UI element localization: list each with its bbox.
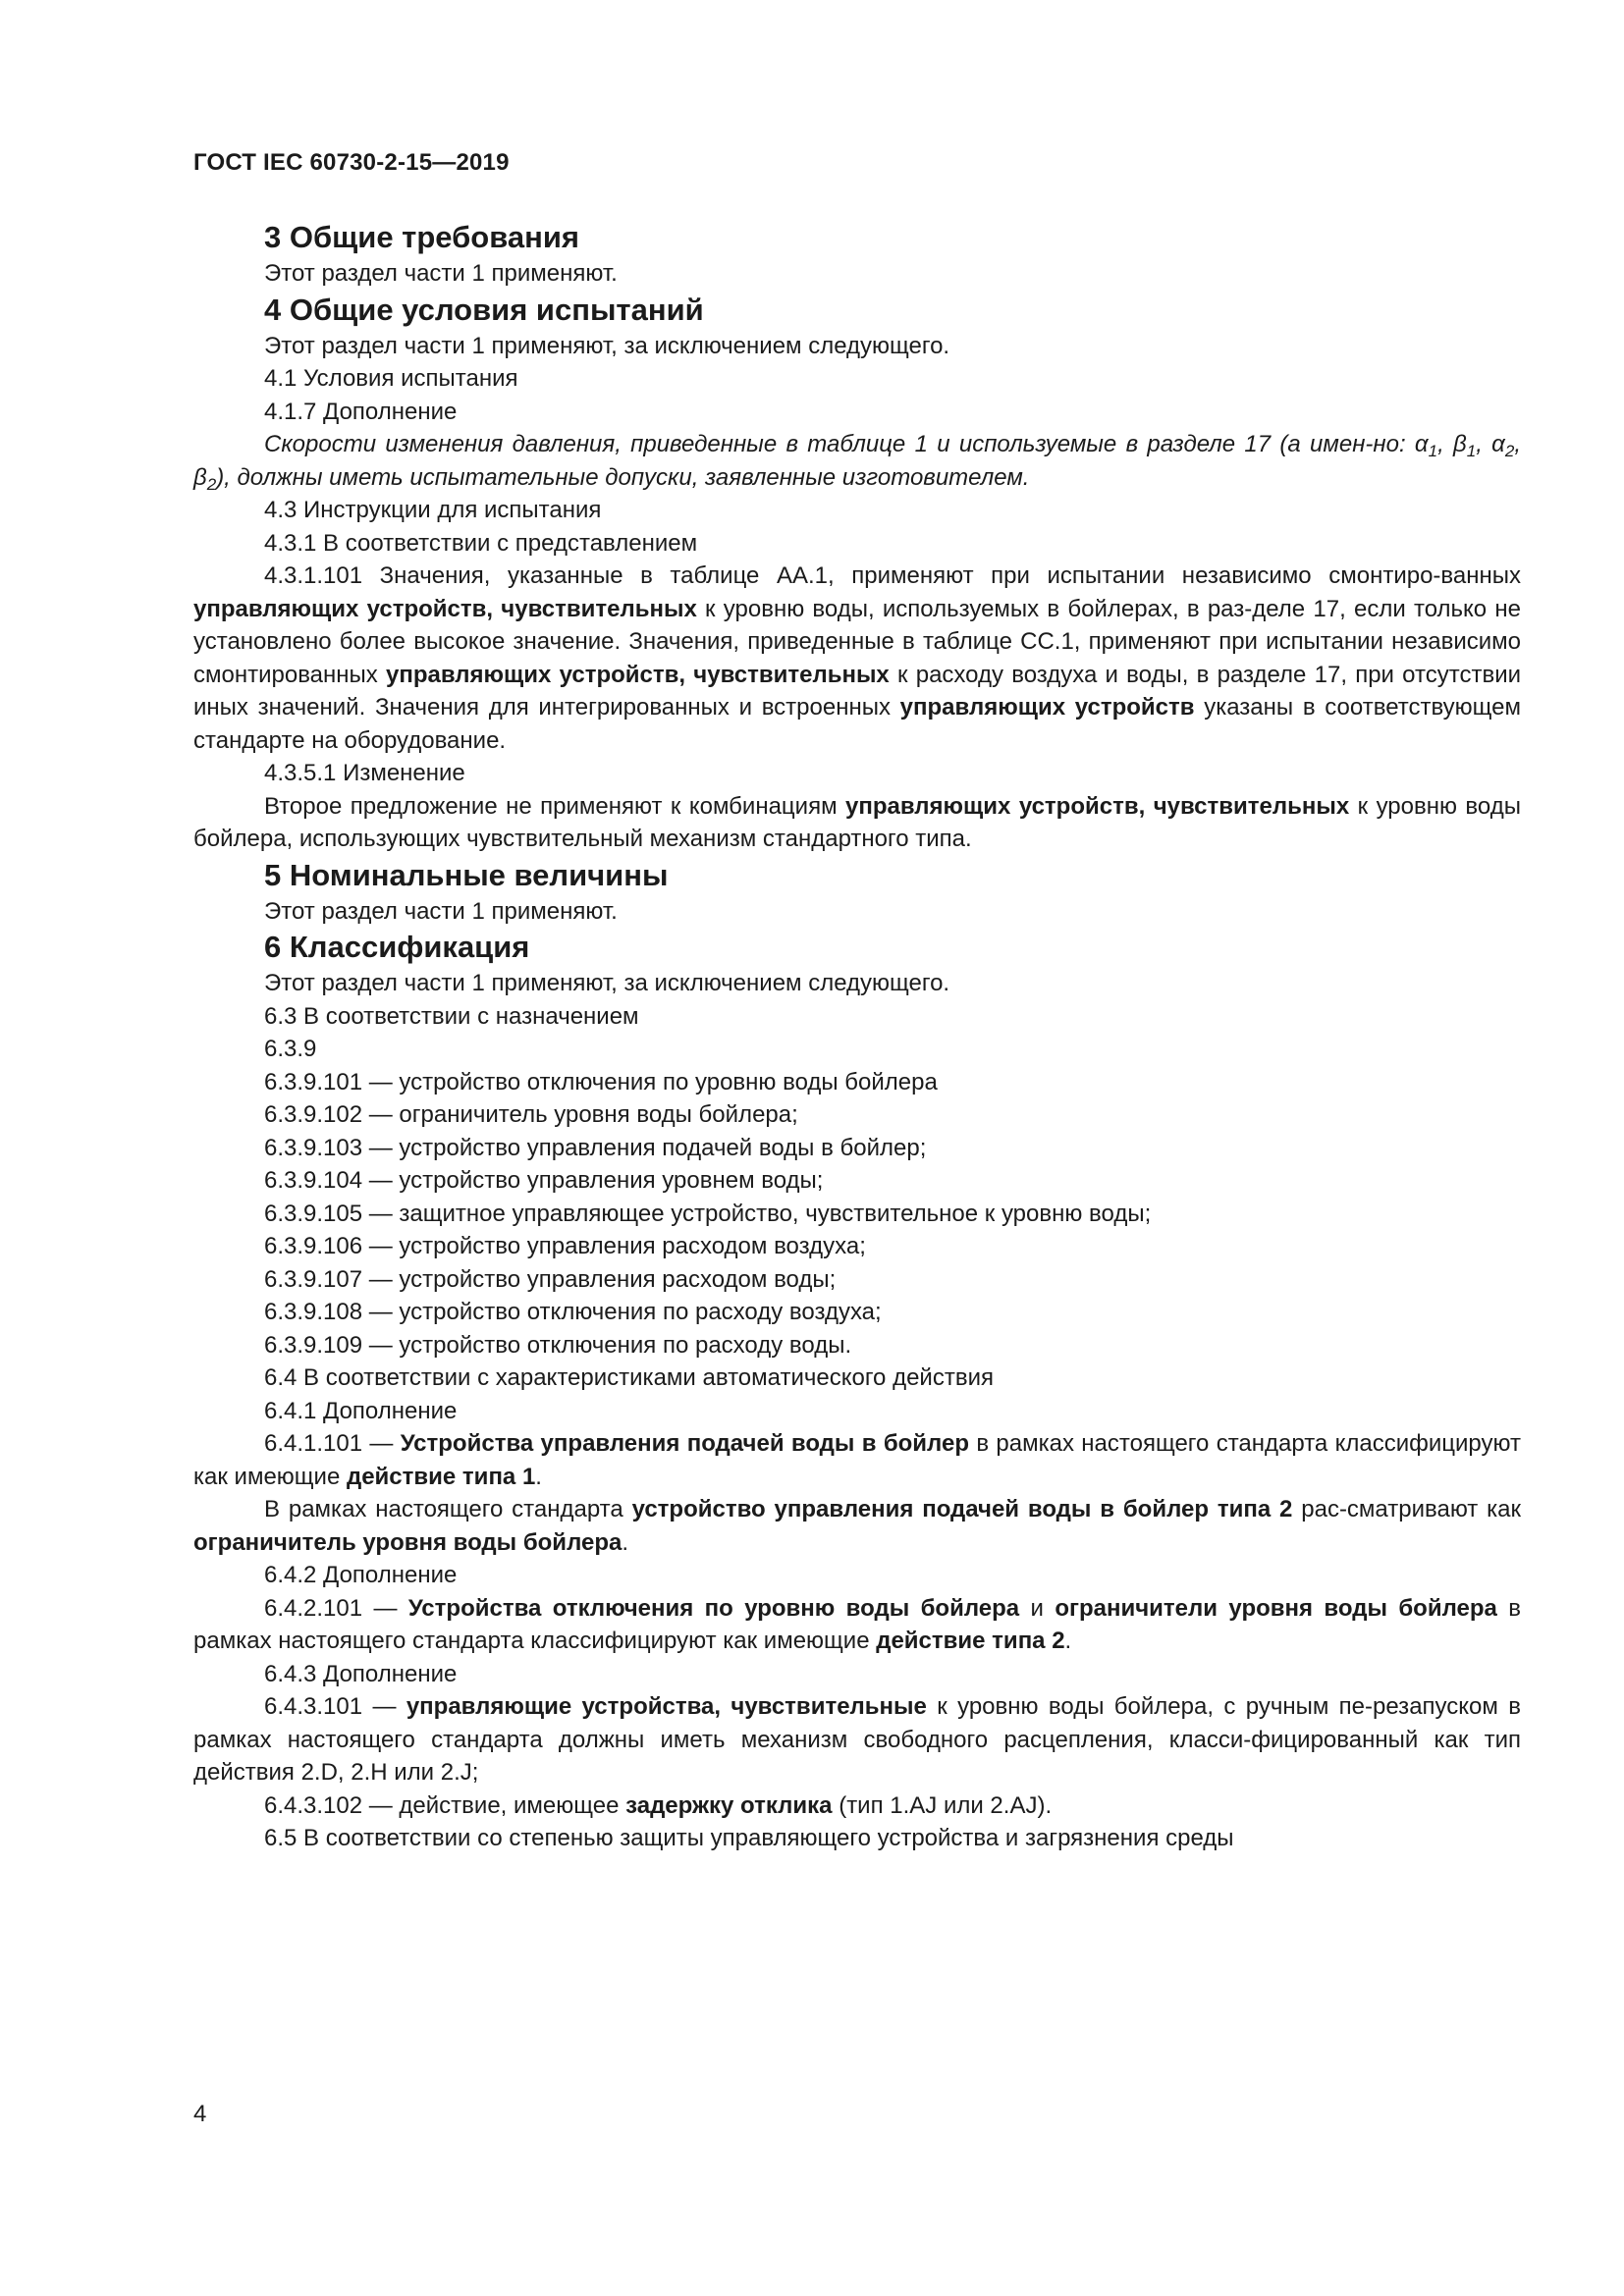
clause-6-3-9: 6.3.9 (264, 1036, 317, 1062)
list-item: 6.3.9.105 — защитное управляющее устройство, чувствительное к уровню воды; (264, 1200, 1152, 1227)
section-5-text: Этот раздел части 1 применяют. (264, 897, 618, 925)
clause-4-1-7: 4.1.7 Дополнение (264, 398, 458, 425)
list-item: 6.3.9.107 — устройство управления расходом воды; (264, 1265, 837, 1293)
page-number: 4 (193, 2101, 207, 2127)
list-item: 6.3.9.102 — ограничитель уровня воды бойлера; (264, 1101, 798, 1128)
clause-4-1-7-text: Скорости изменения давления, приведенные в таблице 1 и используемые в разделе 17 (а имен-но: $\alpha_1$, $\beta_1$, $\alpha_2$, $\beta_2$), должны иметь испытательные допуски, заявленные изготовителем. (193, 431, 1521, 494)
clause-4-3-5-1: 4.3.5.1 Изменение (264, 760, 465, 786)
clause-6-4-1: 6.4.1 Дополнение (264, 1397, 458, 1424)
section-3-heading: 3 Общие требования (264, 220, 579, 254)
standard-id-header: ГОСТ IEC 60730-2-15—2019 (193, 149, 510, 176)
section-4-heading: 4 Общие условия испытаний (264, 292, 704, 327)
list-item: 6.3.9.103 — устройство управления подачей воды в бойлер; (264, 1134, 927, 1161)
list-item: 6.3.9.106 — устройство управления расходом воздуха; (264, 1233, 866, 1259)
clause-4-3-1-101: 4.3.1.101 Значения, указанные в таблице АА.1, применяют при испытании независимо смонтиро-ванных управляющих устройств, чувствительных к уровню воды, используемых в бойлерах, в раз-деле 17, если только не установлено более высокое значение. Значения, приведенные в таблице СС.1, применяют при испытании независимо смонтированных управляющих устройств, чувствительных к расходу воздуха и воды, в разделе 17, при отсутствии иных значений. Значения для интегрированных и встроенных управляющих устройств указаны в соответствующем стандарте на оборудование. (193, 562, 1522, 754)
section-3-text: Этот раздел части 1 применяют. (264, 260, 618, 287)
page-content (193, 218, 1521, 1855)
clause-6-4: 6.4 В соответствии с характеристиками автоматического действия (264, 1364, 994, 1391)
section-5-heading: 5 Номинальные величины (264, 857, 669, 892)
clause-6-5: 6.5 В соответствии со степенью защиты управляющего устройства и загрязнения среды (264, 1825, 1234, 1851)
clause-6-4-1-101: 6.4.1.101 — Устройства управления подачей воды в бойлер в рамках настоящего стандарта классифицируют как имеющие действие типа 1. (193, 1430, 1521, 1490)
list-item: 6.3.9.101 — устройство отключения по уровню воды бойлера (264, 1068, 938, 1095)
clause-6-4-3-101: 6.4.3.101 — управляющие устройства, чувствительные к уровню воды бойлера, с ручным пе-резапуском в рамках настоящего стандарта должны иметь механизм свободного расцепления, класси-фицированный как тип действия 2.D, 2.H или 2.J; (193, 1693, 1521, 1786)
section-6-heading: 6 Классификация (264, 930, 530, 964)
clause-6-4-1-101-cont: В рамках настоящего стандарта устройство управления подачей воды в бойлер типа 2 рас-сматривают как ограничитель уровня воды бойлера. (193, 1496, 1522, 1556)
clause-6-4-3: 6.4.3 Дополнение (264, 1660, 458, 1687)
section-4-intro: Этот раздел части 1 применяют, за исключением следующего. (264, 332, 950, 359)
list-item: 6.3.9.109 — устройство отключения по расходу воды. (264, 1331, 852, 1359)
list-item: 6.3.9.104 — устройство управления уровнем воды; (264, 1167, 824, 1194)
clause-4-3: 4.3 Инструкции для испытания (264, 497, 602, 523)
clause-4-3-5-1-text: Второе предложение не применяют к комбинациям управляющих устройств, чувствительных к уровню воды бойлера, использующих чувствительный механизм стандартного типа. (193, 792, 1521, 852)
clause-4-1: 4.1 Условия испытания (264, 365, 518, 392)
clause-6-4-3-102: 6.4.3.102 — действие, имеющее задержку отклика (тип 1.AJ или 2.AJ). (264, 1791, 1053, 1819)
clause-6-3: 6.3 В соответствии с назначением (264, 1002, 639, 1030)
clause-6-4-2-101: 6.4.2.101 — Устройства отключения по уровню воды бойлера и ограничители уровня воды бойлера в рамках настоящего стандарта классифицируют как имеющие действие типа 2. (193, 1594, 1522, 1654)
list-item: 6.3.9.108 — устройство отключения по расходу воздуха; (264, 1299, 882, 1325)
section-6-intro: Этот раздел части 1 применяют, за исключением следующего. (264, 970, 950, 996)
clause-6-4-2: 6.4.2 Дополнение (264, 1562, 458, 1588)
clause-4-3-1: 4.3.1 В соответствии с представлением (264, 529, 698, 557)
